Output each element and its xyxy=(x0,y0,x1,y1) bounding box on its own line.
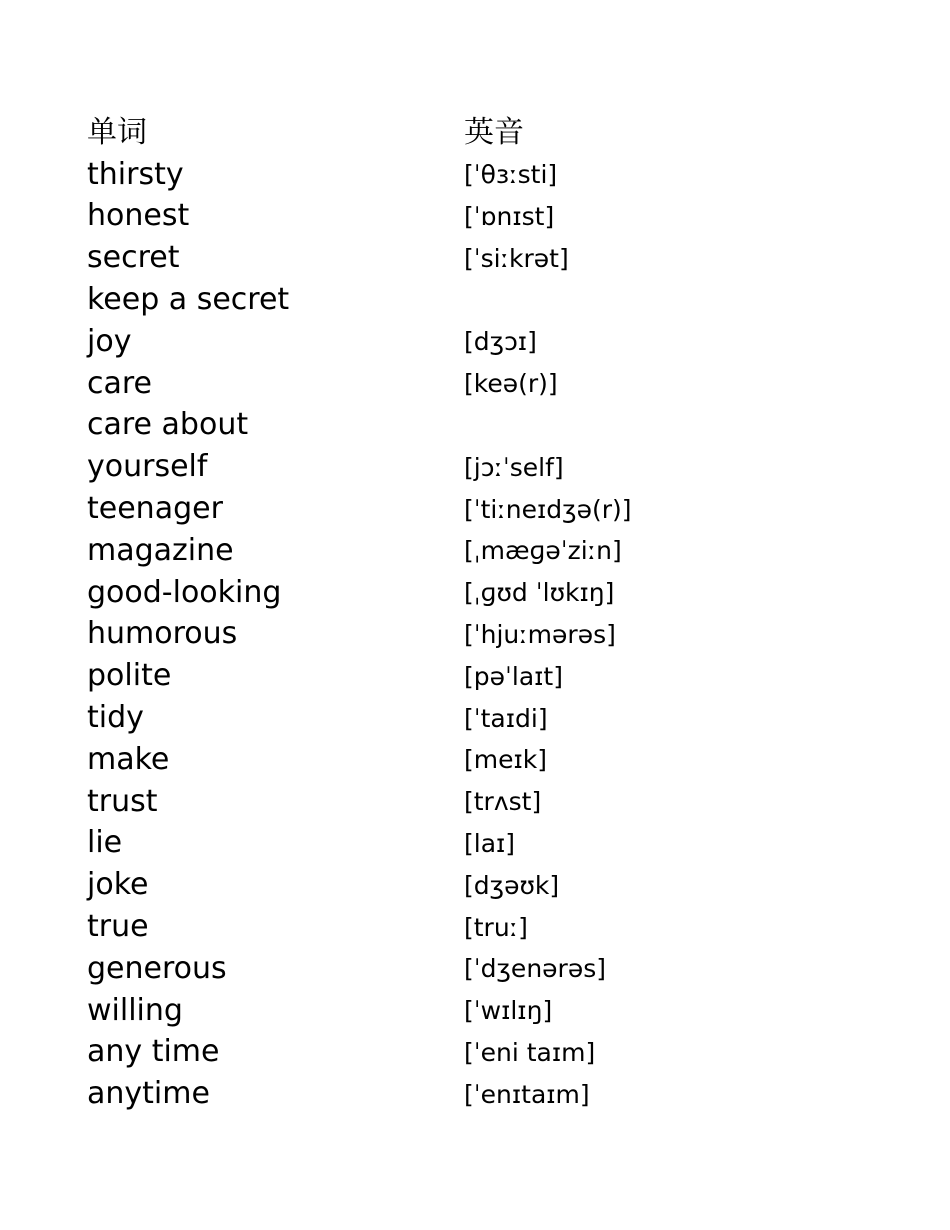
word-cell: generous xyxy=(87,950,227,986)
word-cell: magazine xyxy=(87,532,234,568)
phonetic-cell: [ˈɒnɪst] xyxy=(464,201,555,231)
table-row xyxy=(87,572,787,614)
phonetic-cell: [ˈhjuːmərəs] xyxy=(464,619,616,649)
table-row xyxy=(87,823,787,865)
word-cell: joke xyxy=(87,867,149,903)
word-cell: thirsty xyxy=(87,156,184,192)
word-cell: joy xyxy=(87,323,132,359)
phonetic-cell: [dʒɔɪ] xyxy=(464,327,537,357)
table-row xyxy=(87,488,787,530)
word-cell: make xyxy=(87,741,170,777)
phonetic-cell: [jɔːˈself] xyxy=(464,452,564,482)
word-cell: honest xyxy=(87,198,190,234)
table-row xyxy=(87,321,787,363)
phonetic-cell: [ˈdʒenərəs] xyxy=(464,954,606,984)
table-row xyxy=(87,906,787,948)
phonetic-cell: [truː] xyxy=(464,912,528,942)
phonetic-cell: [ˌmæɡəˈziːn] xyxy=(464,536,622,566)
table-row xyxy=(87,1032,787,1074)
word-cell: humorous xyxy=(87,616,238,652)
word-cell: anytime xyxy=(87,1076,210,1112)
table-row xyxy=(87,739,787,781)
table-row xyxy=(87,154,787,196)
word-cell: tidy xyxy=(87,700,144,736)
phonetic-cell: [ˈsiːkrət] xyxy=(464,243,569,273)
phonetic-cell: [ˈθɜːsti] xyxy=(464,160,558,190)
phonetic-cell: [trʌst] xyxy=(464,787,542,817)
table-row xyxy=(87,530,787,572)
phonetic-cell: [ˈenɪtaɪm] xyxy=(464,1079,590,1109)
phonetic-cell: [ˌɡʊd ˈlʊkɪŋ] xyxy=(464,578,615,608)
phonetic-cell: [ˈtaɪdi] xyxy=(464,703,548,733)
vocabulary-table xyxy=(87,112,787,1115)
table-row xyxy=(87,614,787,656)
word-cell: trust xyxy=(87,783,158,819)
phonetic-cell: [pəˈlaɪt] xyxy=(464,661,563,691)
table-row xyxy=(87,655,787,697)
header-phonetic: 英音 xyxy=(464,114,524,150)
table-row xyxy=(87,1073,787,1115)
table-row xyxy=(87,990,787,1032)
phonetic-cell: [ˈtiːneɪdʒə(r)] xyxy=(464,494,632,524)
table-row xyxy=(87,864,787,906)
table-row xyxy=(87,279,787,321)
word-cell: care xyxy=(87,365,153,401)
table-body xyxy=(87,154,787,1115)
word-cell: polite xyxy=(87,658,172,694)
word-cell: keep a secret xyxy=(87,282,290,318)
word-cell: teenager xyxy=(87,491,223,527)
phonetic-cell: [ˈwɪlɪŋ] xyxy=(464,996,553,1026)
phonetic-cell: [laɪ] xyxy=(464,828,516,858)
table-row xyxy=(87,446,787,488)
word-cell: yourself xyxy=(87,449,208,485)
table-header-row xyxy=(87,112,787,154)
table-row xyxy=(87,363,787,405)
word-cell: good-looking xyxy=(87,574,282,610)
table-row xyxy=(87,196,787,238)
word-cell: care about xyxy=(87,407,249,443)
table-row xyxy=(87,781,787,823)
word-cell: any time xyxy=(87,1034,220,1070)
phonetic-cell: [dʒəʊk] xyxy=(464,870,560,900)
table-row xyxy=(87,405,787,447)
word-cell: willing xyxy=(87,992,183,1028)
phonetic-cell: [ˈeni taɪm] xyxy=(464,1037,596,1067)
word-cell: secret xyxy=(87,240,180,276)
header-word: 单词 xyxy=(87,114,147,150)
table-row xyxy=(87,237,787,279)
word-cell: lie xyxy=(87,825,123,861)
phonetic-cell: [meɪk] xyxy=(464,745,548,775)
phonetic-cell: [keə(r)] xyxy=(464,369,558,399)
table-row xyxy=(87,948,787,990)
word-cell: true xyxy=(87,909,149,945)
table-row xyxy=(87,697,787,739)
